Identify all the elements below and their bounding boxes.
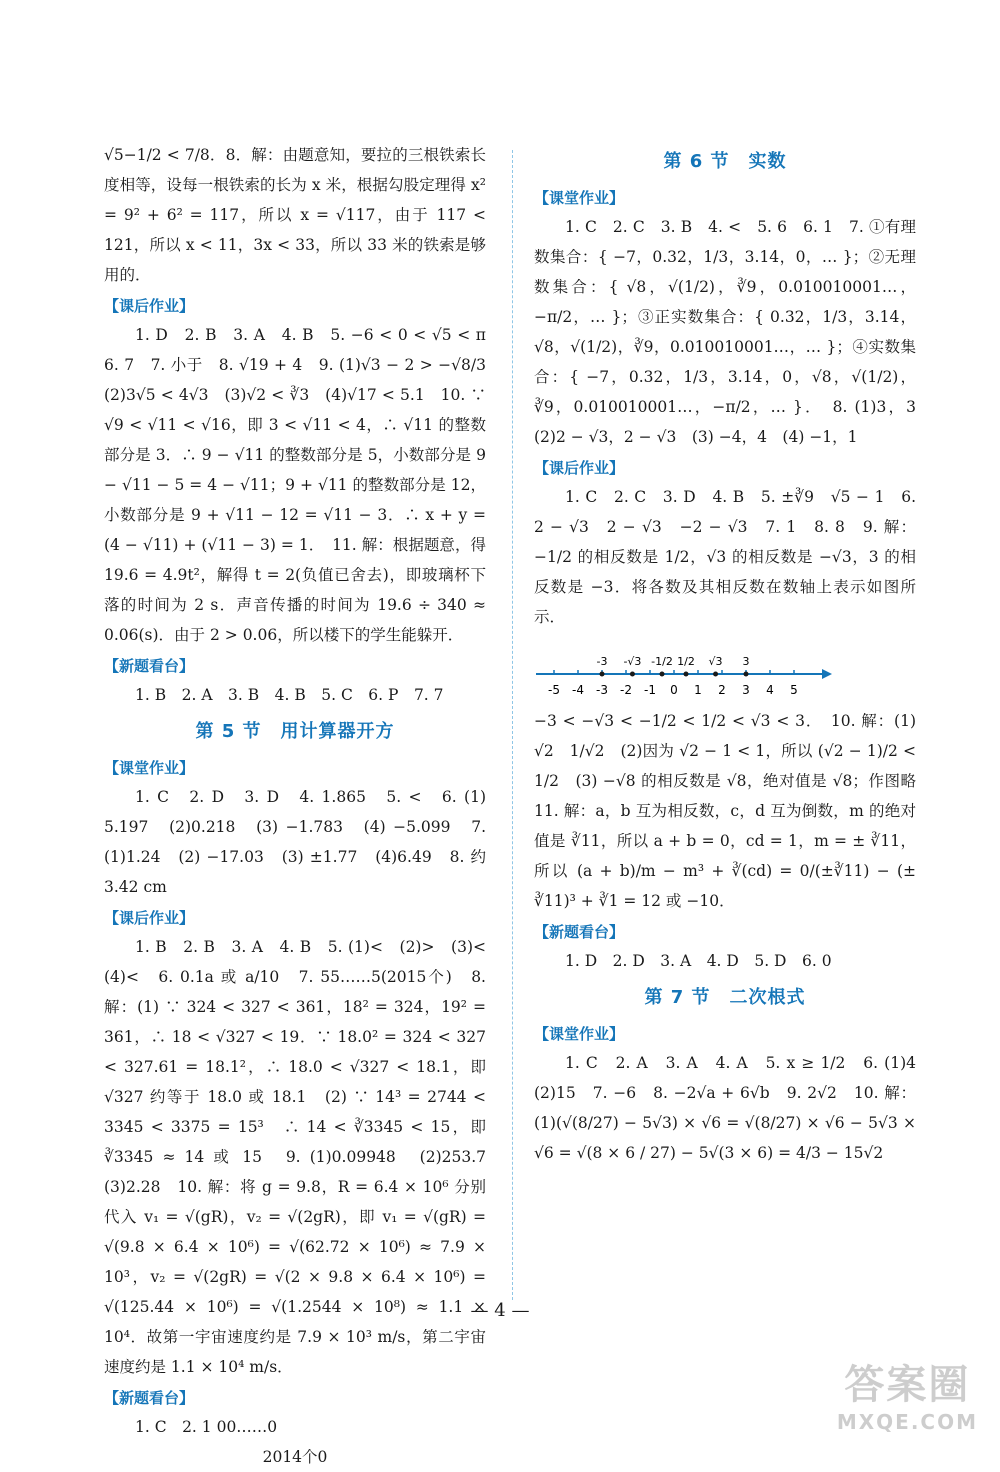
section-heading: 第 5 节 用计算器开方 bbox=[195, 721, 395, 742]
number-line-point bbox=[660, 672, 665, 677]
number-line-point-label: 1/2 bbox=[677, 655, 695, 668]
answer-paragraph: 1. C 2. C 3. D 4. B 5. ±∛9 √5 − 1 6. 2 − √3 2 − √3 −2 − √3 7. 1 8. 8 9. 解：−1/2 的相反数是 1/2，√3 的相反数是 −√3，3 的相反数是 −3．将各数及其相反数在数轴上表示如图所示． bbox=[534, 488, 916, 626]
number-line-point bbox=[713, 672, 718, 677]
answer-paragraph: 1. D 2. B 3. A 4. B 5. −6 < 0 < √5 < π 6. 7 7. 小于 8. √19 + 4 9. (1)√3 − 2 > −√8/3 (2)3√5 < 4√3 (3)√2 < ∛3 (4)√17 < 5.1 10. ∵ √9 < √11 < √16，即 3 < √11 < 4，∴ √11 的整数部分是 3．∴ 9 − √11 的整数部分是 5，小数部分是 9 − √11 − 5 = 4 − √11；9 + √11 的整数部分是 12，小数部分是 9 + √11 − 12 = √11 − 3．∴ x + y = (4 − √11) + (√11 − 3) = 1． 11. 解：根据题意，得 19.6 = 4.9t²，解得 t = 2(负值已舍去)，即玻璃杯下落的时间为 2 s．声音传播的时间为 19.6 ÷ 340 ≈ 0.06(s)．由于 2 > 0.06，所以楼下的学生能躲开． bbox=[104, 326, 502, 644]
answer-note: 2014个0 bbox=[262, 1448, 328, 1466]
answer-paragraph: −3 < −√3 < −1/2 < 1/2 < √3 < 3． 10. 解：(1) √2 1/√2 (2)因为 √2 − 1 < 1，所以 (√2 − 1)/2 < 1/2 (3) −√8 的相反数是 √8，绝对值是 √8；作图略 11. 解：a，b 互为相反数，c，d 互为倒数，m 的绝对值是 ∛11，所以 a + b = 0，cd = 1，m = ± ∛11，所以 (a + b)/m − m³ + ∛(cd) = 0/(±∛11) − (± ∛11)³ + ∛1 = 12 或 −10． bbox=[534, 712, 932, 910]
watermark bbox=[837, 1353, 978, 1434]
answer-paragraph: 1. D 2. D 3. A 4. D 5. D 6. 0 bbox=[565, 952, 832, 970]
section-tag: 【新题看台】 bbox=[534, 923, 625, 941]
section-heading: 第 6 节 实数 bbox=[663, 151, 787, 172]
answer-paragraph: 1. C 2. 1 00……0 bbox=[135, 1418, 278, 1436]
section-tag: 【课后作业】 bbox=[104, 909, 195, 927]
section-tag: 【课堂作业】 bbox=[534, 189, 625, 207]
number-line-tick-label: 1 bbox=[694, 683, 702, 697]
answer-paragraph: 1. C 2. C 3. B 4. < 5. 6 6. 1 7. ①有理数集合：{ −7，0.32，1/3，3.14，0，… }；②无理数集合：{ √8，√(1/2)，∛9，0.010010001…，−π/2，… }；③正实数集合：{ 0.32，1/3，3.14，√8，√(1/2)，∛9，0.010010001…，… }；④实数集合：{ −7，0.32，1/3，3.14，0，√8，√(1/2)，∛9，0.010010001…，−π/2，… }． 8. (1)3，3 (2)2 − √3，2 − √3 (3) −4，4 (4) −1，1 bbox=[534, 218, 932, 446]
right-column bbox=[534, 140, 932, 1168]
left-column bbox=[104, 140, 502, 1472]
number-line-point-label: √3 bbox=[708, 655, 723, 668]
section-heading: 第 7 节 二次根式 bbox=[644, 987, 806, 1008]
number-line-tick-label: -3 bbox=[596, 683, 608, 697]
number-line-tick-label: -5 bbox=[548, 683, 560, 697]
answer-paragraph: √5−1/2 < 7/8．8．解：由题意知，要拉的三根铁索长度相等，设每一根铁索的长为 x 米，根据勾股定理得 x² = 9² + 6² = 117，所以 x = √117，由于 117 < 121，所以 x < 11，3x < 33，所以 33 米的铁索是够用的． bbox=[104, 146, 486, 284]
arrow-right-icon bbox=[822, 669, 832, 679]
number-line-tick-label: 3 bbox=[742, 683, 750, 697]
number-line-tick-label: -1 bbox=[644, 683, 656, 697]
section-tag: 【课后作业】 bbox=[534, 459, 625, 477]
number-line-point bbox=[600, 672, 605, 677]
section-tag: 【课堂作业】 bbox=[104, 759, 195, 777]
answer-paragraph: 1. B 2. B 3. A 4. B 5. (1)< (2)> (3)< (4)< 6. 0.1a 或 a/10 7. 55……5(2015个) 8. 解：(1) ∵ 324 < 327 < 361，18² = 324，19² = 361，∴ 18 < √327 < 19．∵ 18.0² = 324 < 327 < 327.61 = 18.1²，∴ 18.0 < √327 < 18.1，即 √327 约等于 18.0 或 18.1 (2) ∵ 14³ = 2744 < 3345 < 3375 = 15³ ∴ 14 < ∛3345 < 15，即 ∛3345 ≈ 14 或 15 9. (1)0.09948 (2)253.7 (3)2.28 10. 解：将 g = 9.8，R = 6.4 × 10⁶ 分别代入 v₁ = √(gR)，v₂ = √(2gR)，即 v₁ = √(gR) = √(9.8 × 6.4 × 10⁶) = √(62.72 × 10⁶) ≈ 7.9 × 10³，v₂ = √(2gR) = √(2 × 9.8 × 6.4 × 10⁶) = √(125.44 × 10⁶) = √(1.2544 × 10⁸) ≈ 1.1 × 10⁴．故第一宇宙速度约是 7.9 × 10³ m/s，第二宇宙速度约是 1.1 × 10⁴ m/s． bbox=[104, 938, 502, 1376]
column-divider bbox=[512, 150, 513, 1300]
number-line-point bbox=[630, 672, 635, 677]
number-line-figure bbox=[534, 636, 834, 706]
section-tag: 【课后作业】 bbox=[104, 297, 195, 315]
answer-paragraph: 1. C 2. A 3. A 4. A 5. x ≥ 1/2 6. (1)4 (2)15 7. −6 8. −2√a + 6√b 9. 2√2 10. 解：(1)(√(8/27) − 5√3) × √6 = √(8/27) × √6 − 5√3 × √6 = √(8 × 6 / 27) − 5√(3 × 6) = 4/3 − 15√2 bbox=[534, 1054, 932, 1162]
number-line-point bbox=[684, 672, 689, 677]
number-line-point bbox=[744, 672, 749, 677]
watermark-title: 答案圈 bbox=[844, 1362, 971, 1408]
number-line-point-label: -3 bbox=[596, 655, 608, 668]
watermark-url: MXQE.COM bbox=[836, 1410, 978, 1434]
section-tag: 【新题看台】 bbox=[104, 1389, 195, 1407]
section-tag: 【新题看台】 bbox=[104, 657, 195, 675]
number-line-tick-label: 0 bbox=[670, 683, 678, 697]
number-line-point-label: 3 bbox=[742, 655, 750, 668]
answer-paragraph: 1. C 2. D 3. D 4. 1.865 5. < 6. (1) 5.197 (2)0.218 (3) −1.783 (4) −5.099 7. (1)1.24 (2) −17.03 (3) ±1.77 (4)6.49 8. 约 3.42 cm bbox=[104, 788, 486, 896]
page-number: — 4 — bbox=[470, 1300, 530, 1321]
number-line-tick-label: -4 bbox=[572, 683, 584, 697]
number-line-tick-label: 4 bbox=[766, 683, 774, 697]
number-line-point-label: -√3 bbox=[623, 655, 642, 668]
number-line-point-label: -1/2 bbox=[651, 655, 673, 668]
number-line-tick-label: -2 bbox=[620, 683, 632, 697]
answer-paragraph: 1. B 2. A 3. B 4. B 5. C 6. P 7. 7 bbox=[135, 686, 444, 704]
number-line-tick-label: 2 bbox=[718, 683, 726, 697]
section-tag: 【课堂作业】 bbox=[534, 1025, 625, 1043]
number-line-tick-label: 5 bbox=[790, 683, 798, 697]
